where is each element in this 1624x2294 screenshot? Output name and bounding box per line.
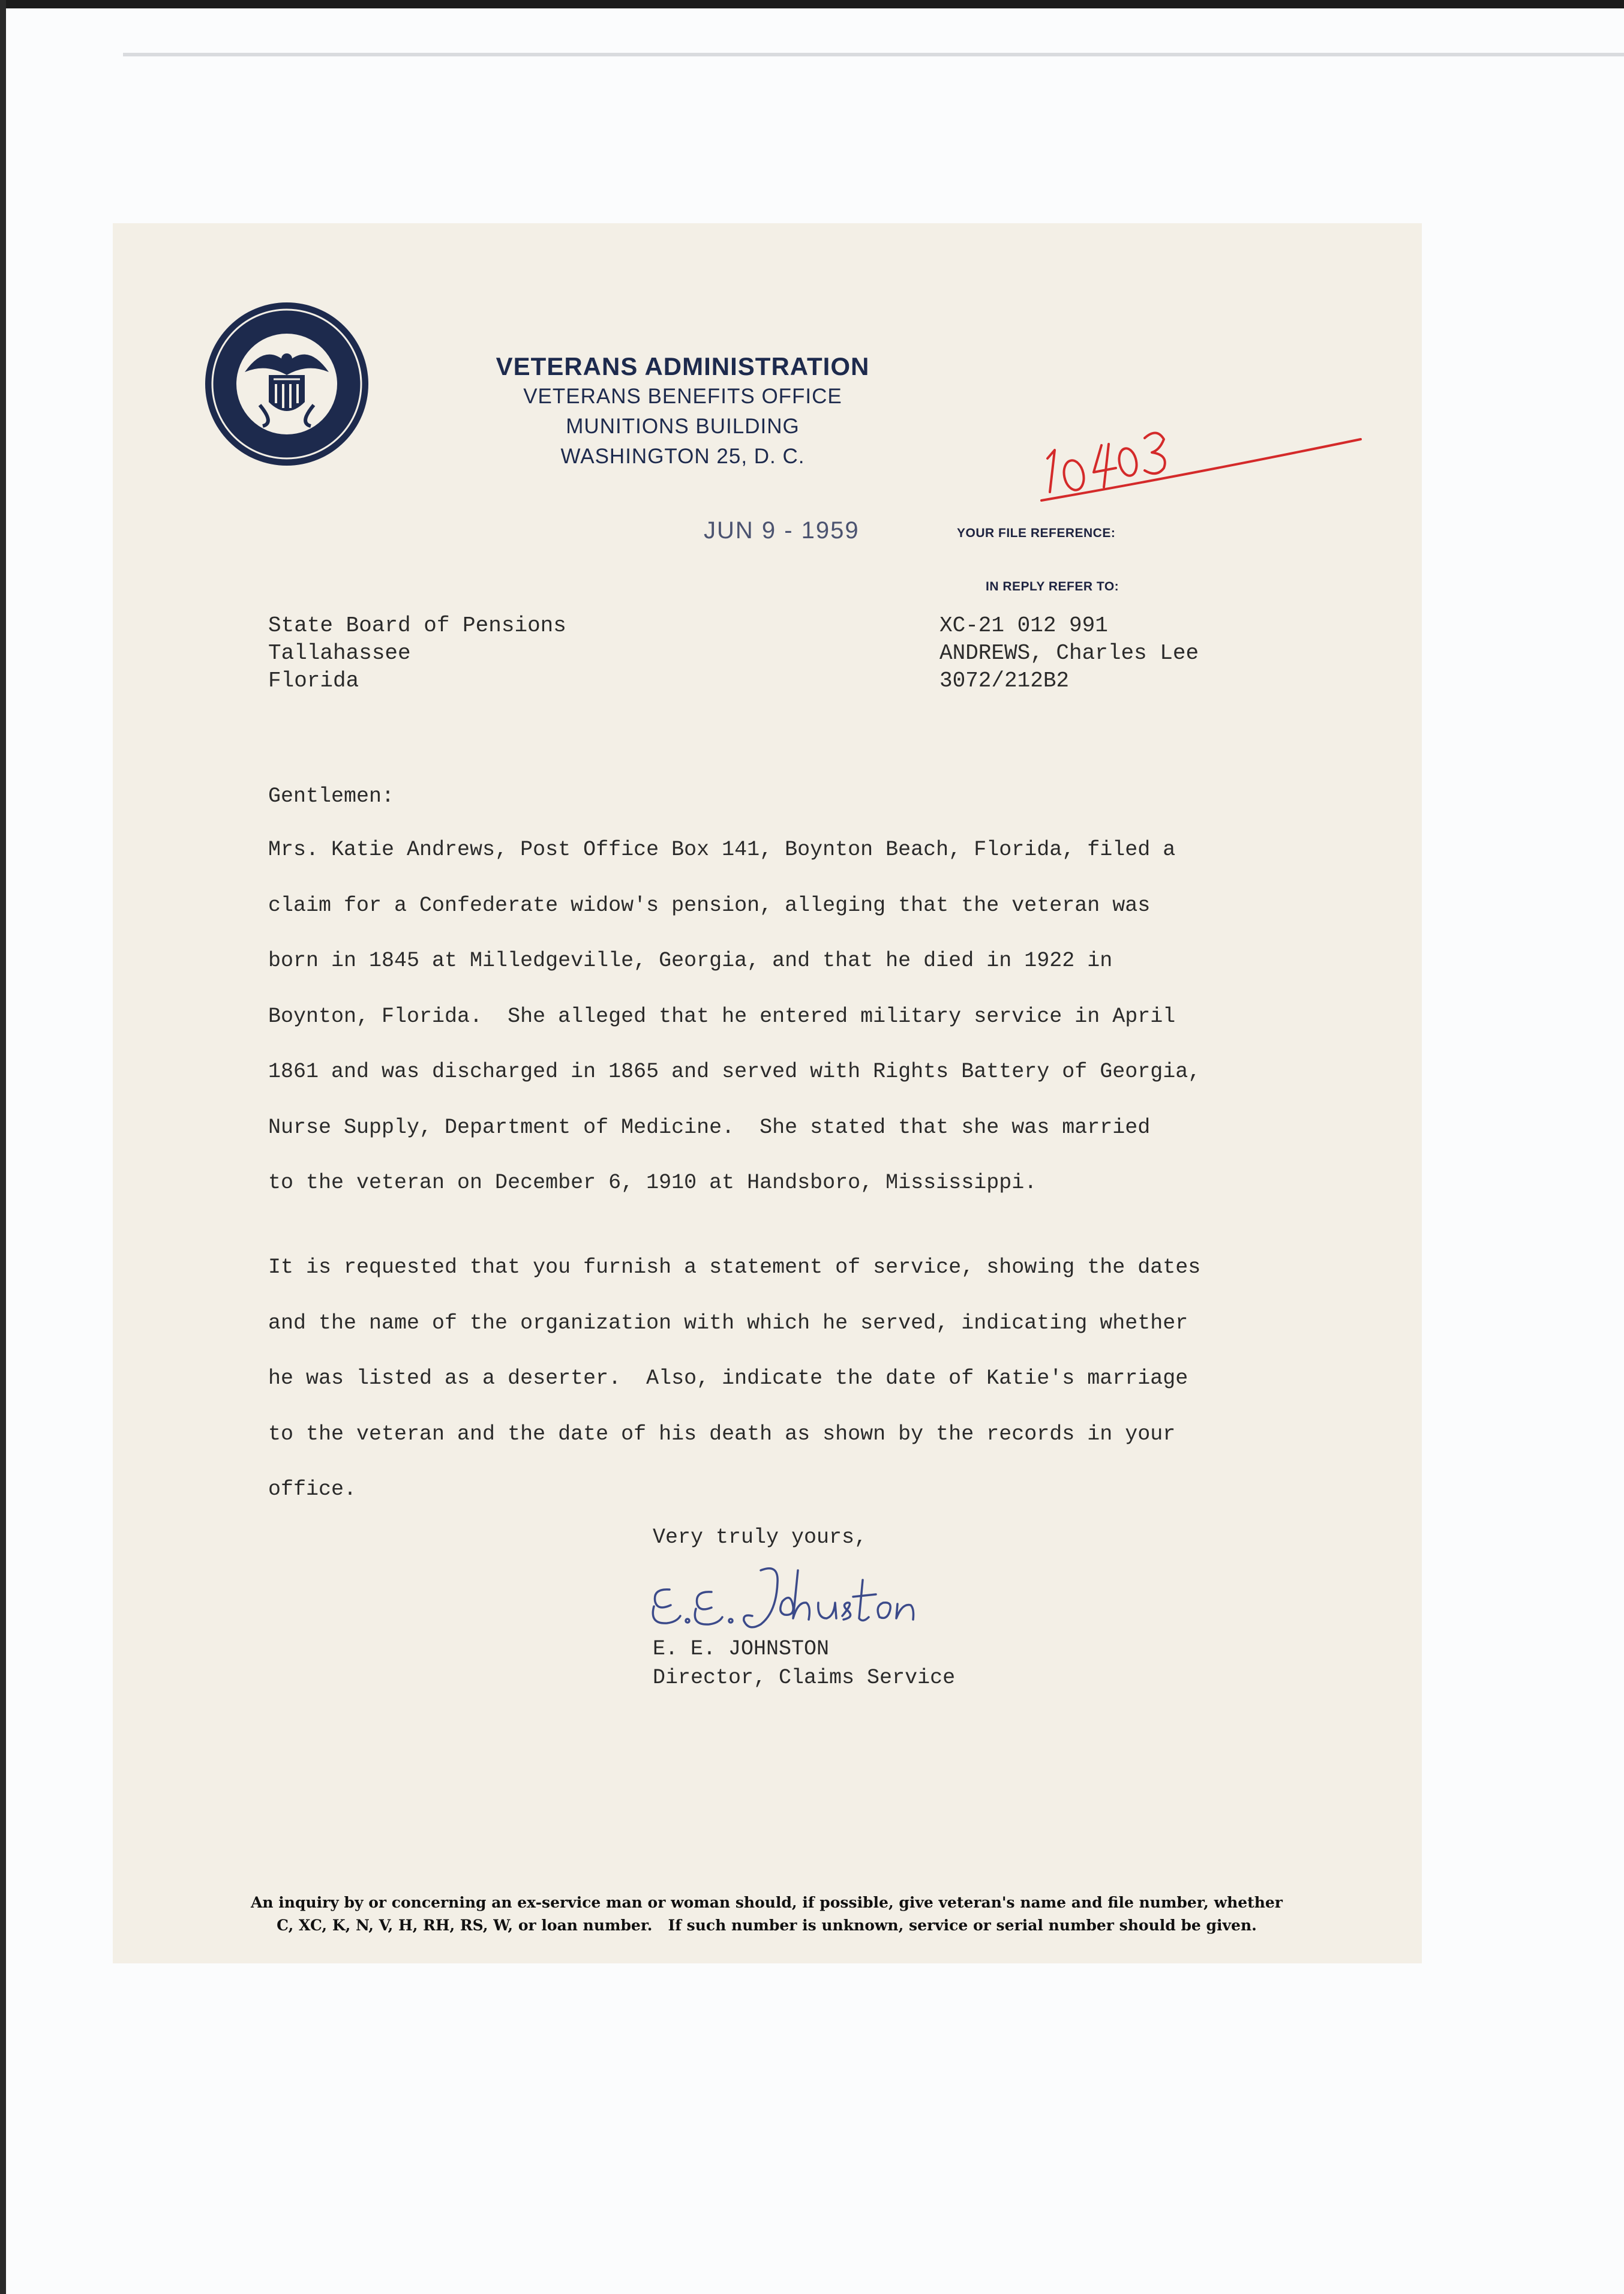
body-line: Boynton, Florida. She alleged that he entered military service in April	[268, 1004, 1176, 1028]
body-line: he was listed as a deserter. Also, indicate the date of Katie's marriage	[268, 1366, 1188, 1390]
letterhead-city: WASHINGTON 25, D. C.	[560, 445, 805, 468]
footer-line: C, XC, K, N, V, H, RH, RS, W, or loan number. If such number is unknown, service or serial number should be given.	[277, 1917, 1257, 1934]
body-line: It is requested that you furnish a statement of service, showing the dates	[268, 1255, 1201, 1279]
body-line: to the veteran on December 6, 1910 at Handsboro, Mississippi.	[268, 1171, 1037, 1195]
body-line: Mrs. Katie Andrews, Post Office Box 141, Boynton Beach, Florida, filed a	[268, 838, 1176, 862]
recipient-line: State Board of Pensions	[268, 613, 566, 638]
backing-sheet-edge	[123, 53, 1624, 56]
reference-block	[939, 612, 1199, 695]
scan-top-edge	[0, 0, 1624, 8]
scan-left-edge	[0, 0, 6, 2294]
body-line: office.	[268, 1477, 357, 1501]
body-paragraph-2	[268, 1240, 1384, 1518]
letterhead-building: MUNITIONS BUILDING	[566, 415, 800, 438]
signer-name: E. E. JOHNSTON	[653, 1637, 830, 1661]
body-line: 1861 and was discharged in 1865 and served with Rights Battery of Georgia,	[268, 1060, 1201, 1084]
reference-line: ANDREWS, Charles Lee	[939, 641, 1199, 665]
footer-notice	[185, 1891, 1349, 1937]
your-file-reference-label: YOUR FILE REFERENCE:	[957, 526, 1116, 540]
salutation: Gentlemen:	[268, 784, 395, 808]
recipient-line: Florida	[268, 668, 359, 693]
body-line: born in 1845 at Milledgeville, Georgia, and that he died in 1922 in	[268, 949, 1113, 973]
letterhead-office: VETERANS BENEFITS OFFICE	[523, 385, 842, 408]
reference-line: 3072/212B2	[939, 668, 1070, 693]
letterhead-title: VETERANS ADMINISTRATION	[496, 352, 870, 380]
handwritten-signature	[641, 1558, 977, 1636]
letterhead	[449, 352, 917, 475]
recipient-address	[268, 612, 566, 695]
handwritten-file-number	[1037, 415, 1373, 505]
letter-sheet	[113, 223, 1422, 1963]
reference-line: XC-21 012 991	[939, 613, 1108, 638]
closing: Very truly yours,	[653, 1525, 867, 1549]
body-line: and the name of the organization with which he served, indicating whether	[268, 1311, 1188, 1335]
body-paragraph-1	[268, 822, 1384, 1211]
date-stamp: JUN 9 - 1959	[704, 517, 860, 544]
signer-block	[653, 1635, 955, 1692]
body-line: to the veteran and the date of his death as shown by the records in your	[268, 1422, 1176, 1446]
eagle-seal-icon	[203, 300, 371, 468]
footer-line: An inquiry by or concerning an ex-service man or woman should, if possible, give veteran's name and file number, whether	[251, 1894, 1283, 1911]
in-reply-refer-to-label: IN REPLY REFER TO:	[986, 580, 1119, 593]
body-line: claim for a Confederate widow's pension, alleging that the veteran was	[268, 893, 1151, 917]
signer-title: Director, Claims Service	[653, 1666, 956, 1690]
body-line: Nurse Supply, Department of Medicine. She stated that she was married	[268, 1115, 1151, 1139]
recipient-line: Tallahassee	[268, 641, 411, 665]
